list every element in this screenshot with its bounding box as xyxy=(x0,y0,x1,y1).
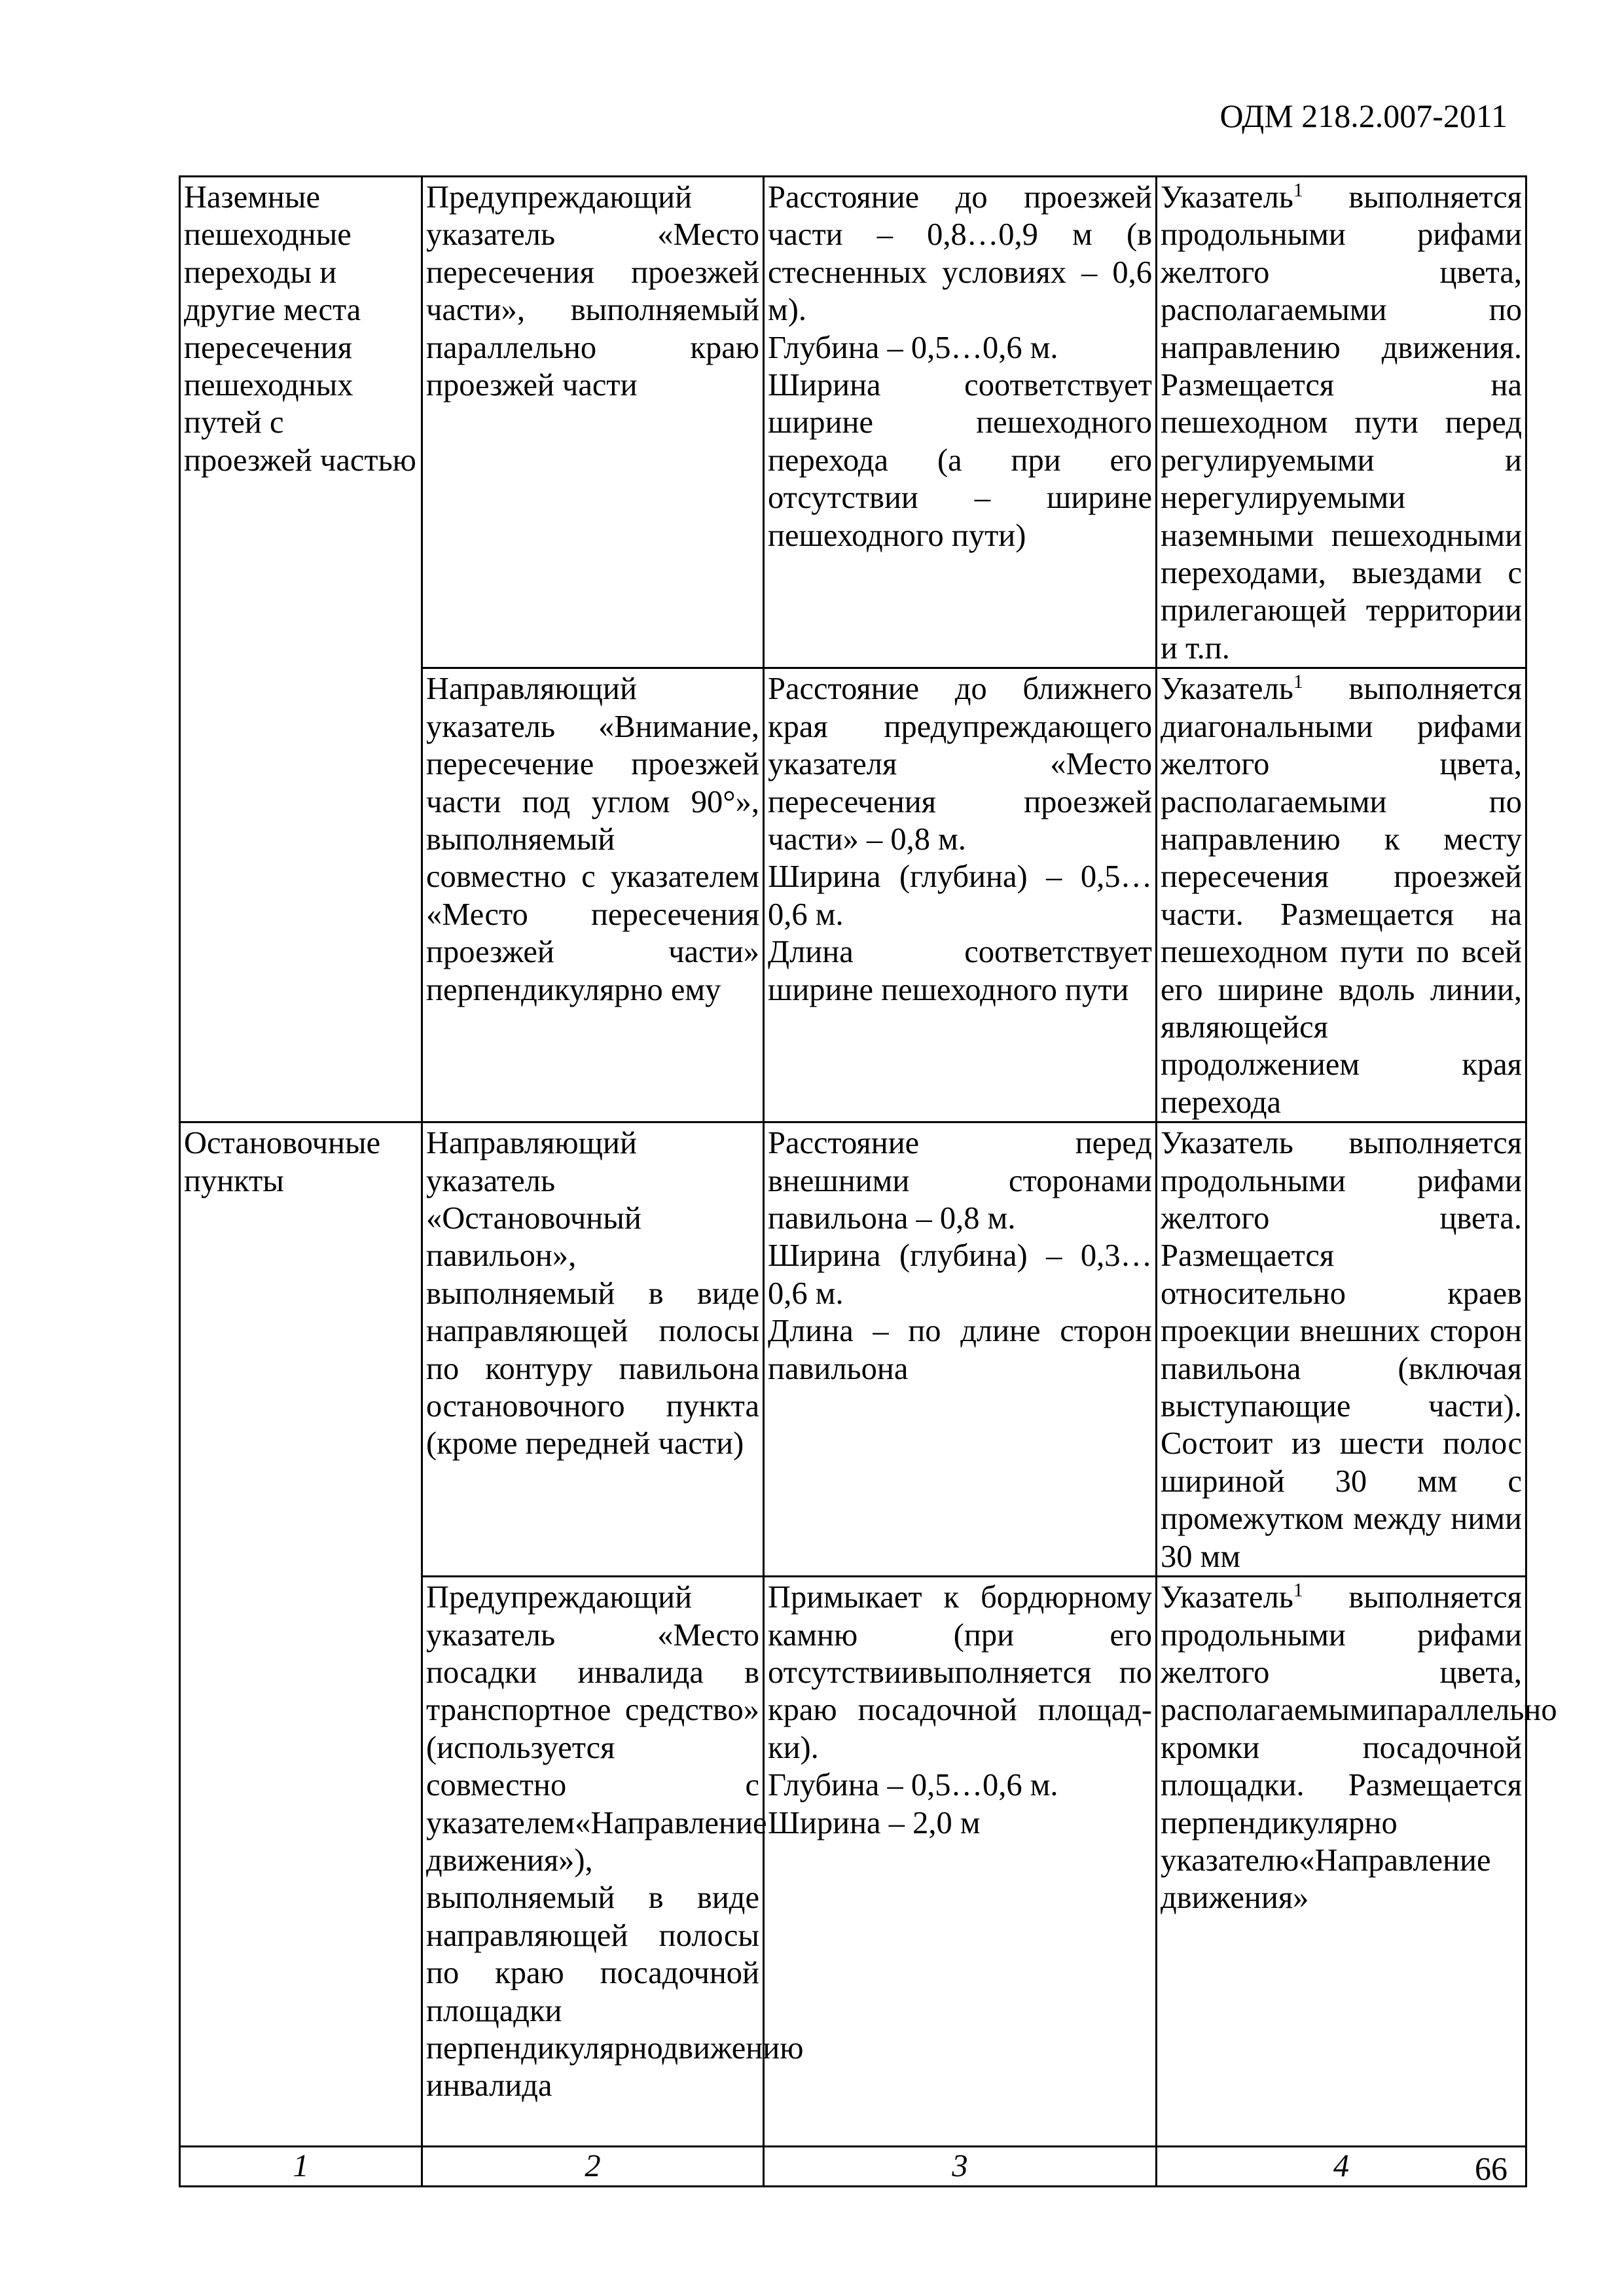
column-number: 3 xyxy=(764,2147,1157,2186)
footnote-mark: 1 xyxy=(1293,1579,1303,1601)
table-row xyxy=(180,177,1526,668)
column-number: 2 xyxy=(422,2147,764,2186)
notes-cell xyxy=(1157,177,1526,668)
notes-cell xyxy=(1157,668,1526,1122)
notes-cell xyxy=(1157,1577,1557,2147)
column-number: 4 xyxy=(1157,2147,1526,2186)
notes-text: выполняется продольными рифами желтого цвета, располагаемымипараллельно кромки посадочной площадки. Размещается перпендикулярно указателю«Направление движения» xyxy=(1161,1580,1557,1916)
indicator-cell: Предупреждающий указатель «Место пересечения проезжей части», выполняемый параллельно краю проезжей части xyxy=(422,177,764,668)
object-cell: Наземные пешеходные переходы и другие места пересечения пешеходных путей с проезжей частью xyxy=(180,177,422,1122)
placement-line: Примыкает к бордюрному камню (при его отсутствиивыполняется по краю посадочной площад-ки). xyxy=(768,1580,1152,1765)
placement-line: Расстояние до проезжей части – 0,8…0,9 м (в стесненных условиях – 0,6 м). xyxy=(768,180,1152,328)
notes-text: выполняется диагональными рифами желтого цвета, располагаемыми по направлению к месту пересечения проезжей части. Размещается на пешеходном пути по всей его ширине вдоль линии, являющейся продолжением края перехода xyxy=(1161,672,1522,1120)
placement-line: Расстояние перед внешними сторонами павильона – 0,8 м. xyxy=(768,1126,1152,1236)
placement-line: Ширина (глубина) – 0,5…0,6 м. xyxy=(768,859,1152,932)
placement-cell xyxy=(764,1122,1157,1577)
notes-text: выполняется продольными рифами желтого цвета, располагаемыми по направлению движения. Размещается на пешеходном пути перед регулируемыми и нерегулируемыми наземными пешеходными переходами, выездами с прилегающей территории и т.п. xyxy=(1161,180,1522,666)
indicator-cell: Направляющий указатель «Остановочный павильон», выполняемый в виде направляющей полосы по контуру павильона остановочного пункта (кроме передней части) xyxy=(422,1122,764,1577)
tactile-indicators-table xyxy=(179,175,1557,2187)
indicator-cell: Предупреждающий указатель «Место посадки инвалида в транспортное средство» (используется совместно с указателем«Направление движения»), выполняемый в виде направляющей полосы по краю посадочной площадки перпендикулярнодвижению инвалида xyxy=(422,1577,764,2147)
placement-cell xyxy=(764,1577,1157,2147)
notes-prefix: Указатель xyxy=(1161,672,1293,707)
object-cell: Остановочные пункты xyxy=(180,1122,422,2147)
placement-cell xyxy=(764,668,1157,1122)
footnote-mark: 1 xyxy=(1293,179,1303,201)
notes-prefix: Указатель xyxy=(1161,1126,1293,1161)
document-code-header: ОДМ 218.2.007-2011 xyxy=(1219,98,1507,134)
table-row xyxy=(180,1122,1526,1577)
page-number: 66 xyxy=(1475,2150,1507,2187)
placement-line: Глубина – 0,5…0,6 м. xyxy=(768,330,1058,365)
placement-line: Ширина соответствует ширине пешеходного перехода (а при его отсутствии – ширине пешеходного пути) xyxy=(768,368,1152,553)
placement-line: Глубина – 0,5…0,6 м. xyxy=(768,1768,1058,1803)
footnote-mark: 1 xyxy=(1293,671,1303,693)
placement-cell xyxy=(764,177,1157,668)
placement-line: Ширина (глубина) – 0,3…0,6 м. xyxy=(768,1238,1152,1311)
notes-cell xyxy=(1157,1122,1526,1577)
column-number-row xyxy=(180,2147,1526,2186)
placement-line: Длина – по длине сторон павильона xyxy=(768,1314,1152,1386)
notes-text: выполняется продольными рифами желтого цвета. Размещается относительно краев проекции внешних сторон павильона (включая выступающие части). Состоит из шести полос шириной 30 мм с промежутком между ними 30 мм xyxy=(1161,1126,1522,1574)
indicator-cell: Направляющий указатель «Внимание, пересечение проезжей части под углом 90°», выполняемый совместно с указателем «Место пересечения проезжей части» перпендикулярно ему xyxy=(422,668,764,1122)
placement-line: Длина соответствует ширине пешеходного пути xyxy=(768,935,1152,1007)
notes-prefix: Указатель xyxy=(1161,1580,1293,1615)
column-number: 1 xyxy=(180,2147,422,2186)
placement-line: Расстояние до ближнего края предупреждающего указателя «Место пересечения проезжей части» – 0,8 м. xyxy=(768,672,1152,857)
placement-line: Ширина – 2,0 м xyxy=(768,1805,981,1840)
notes-prefix: Указатель xyxy=(1161,180,1293,215)
